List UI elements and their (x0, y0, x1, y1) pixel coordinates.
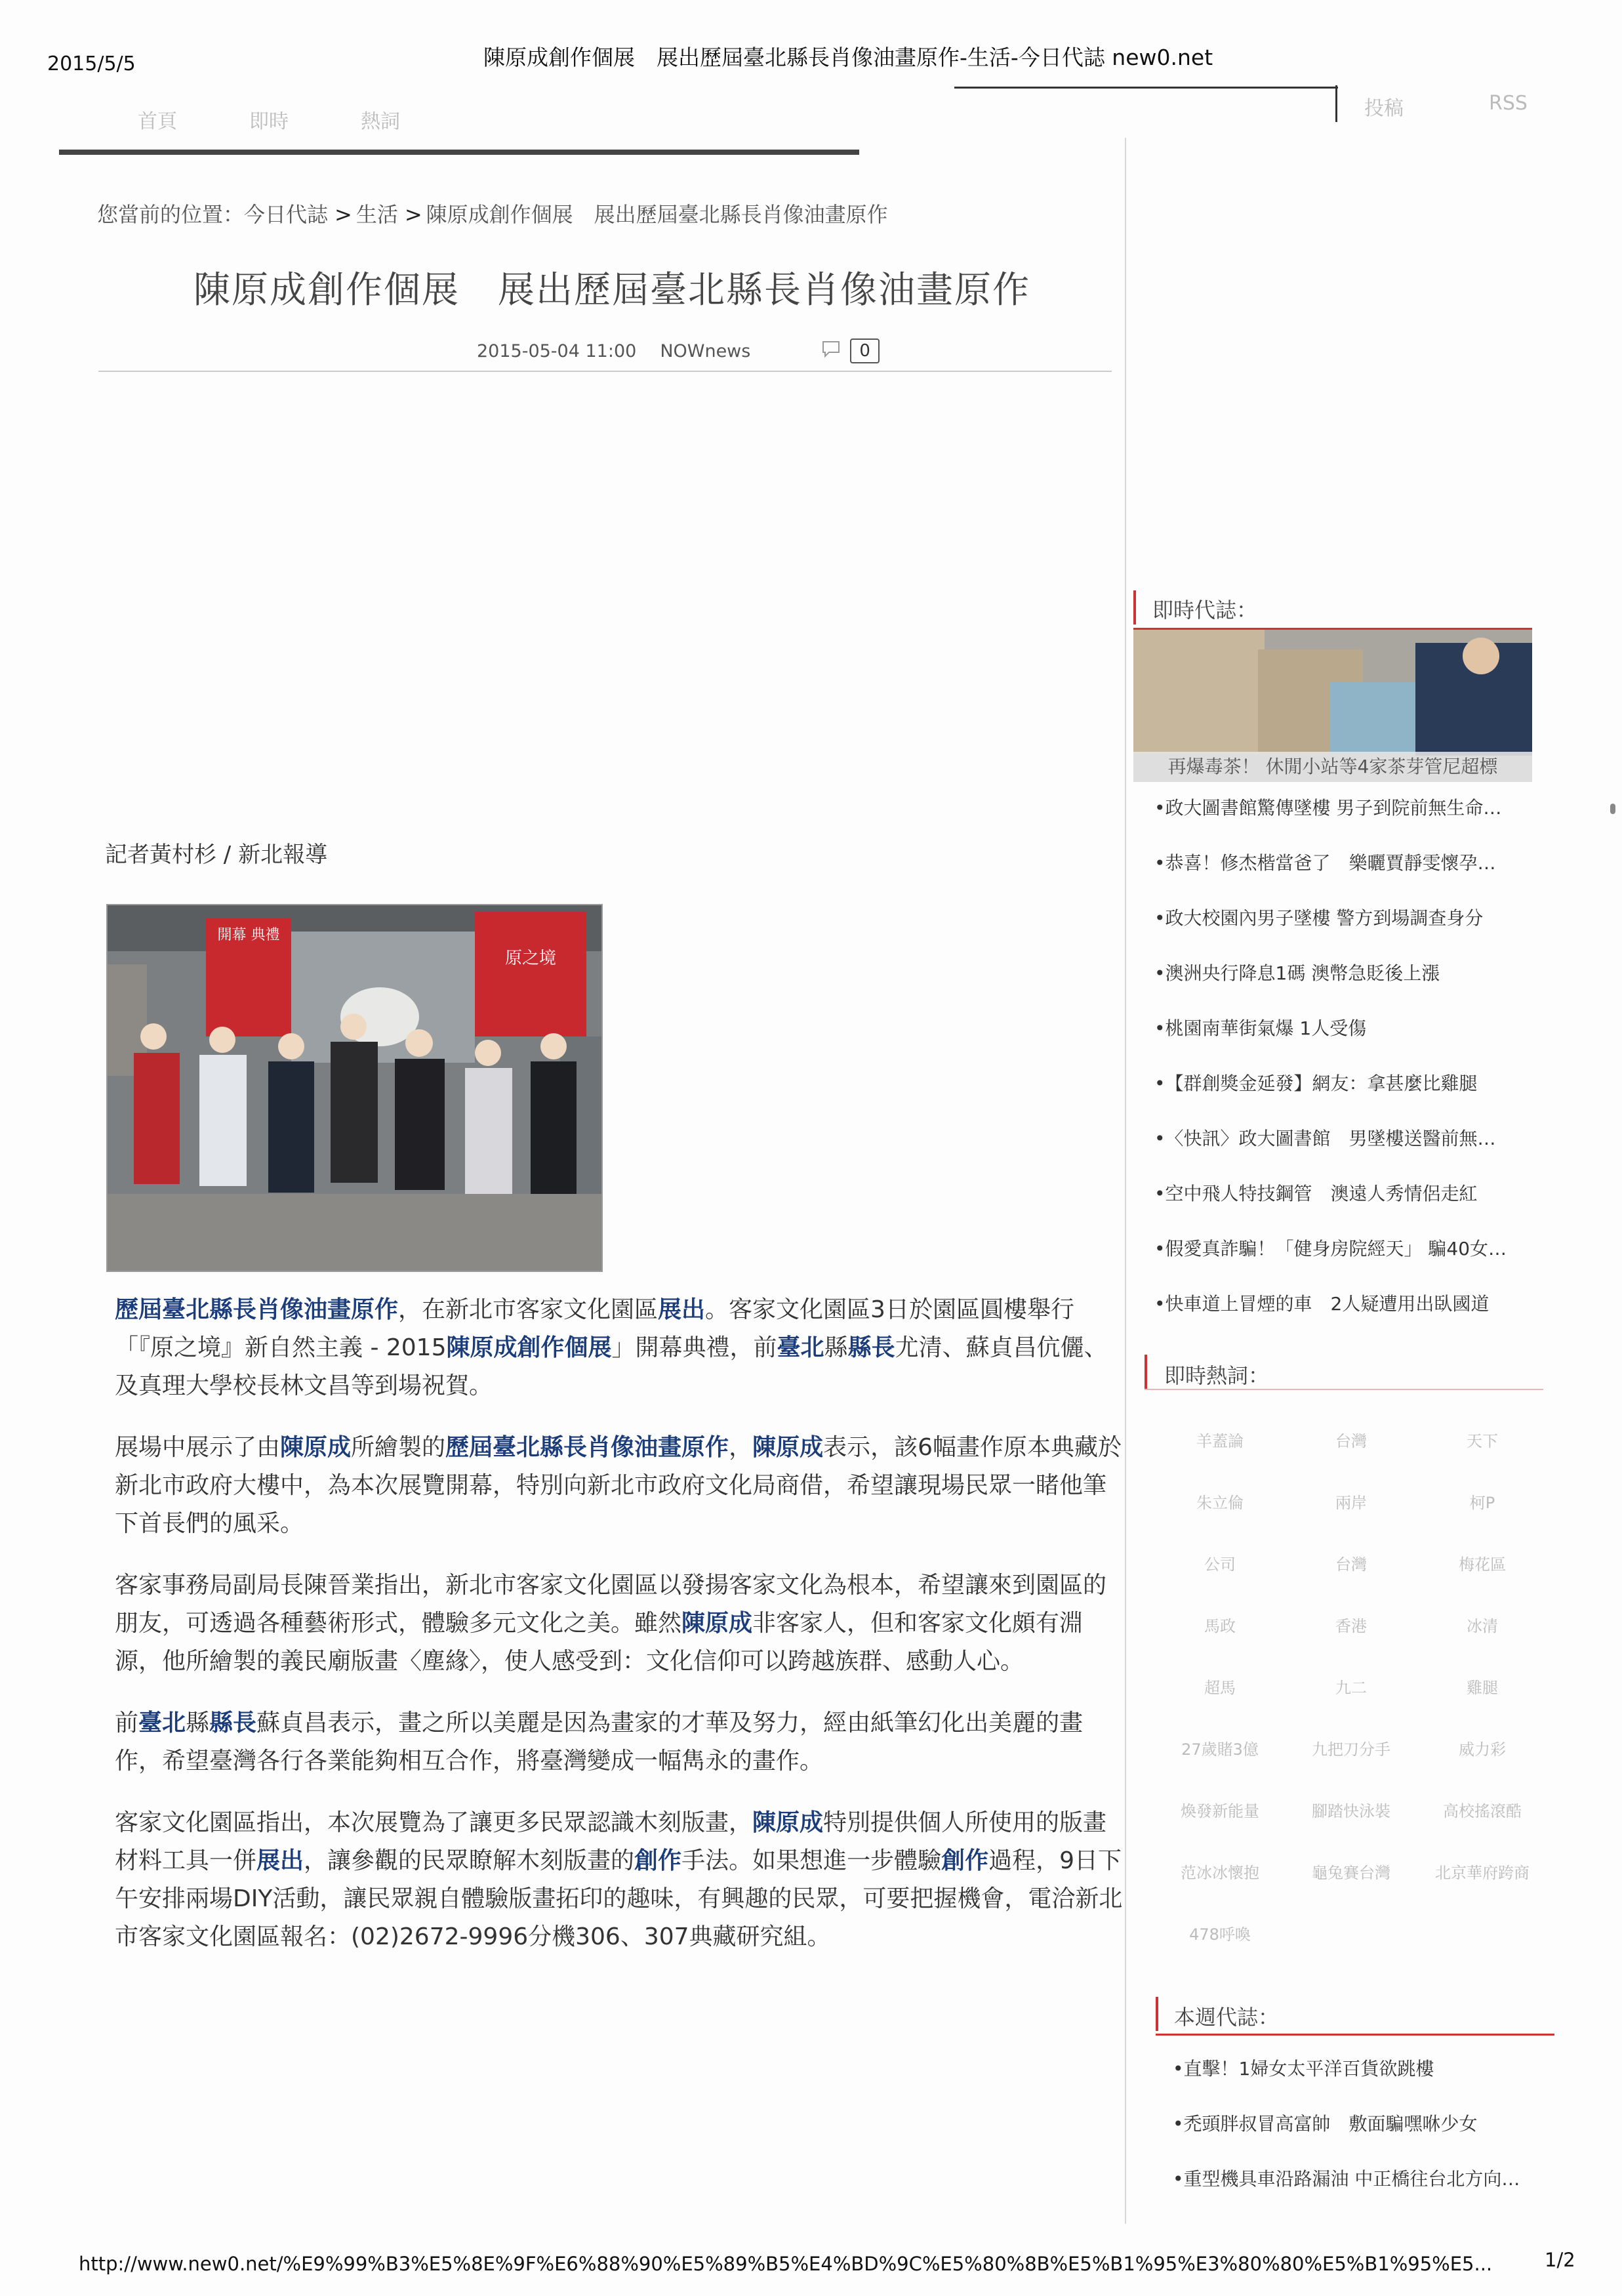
hot-word[interactable]: 冰清 (1467, 1617, 1498, 1635)
weekly-news-text[interactable]: 禿頭胖叔冒高富帥 敷面騙嘿咻少女 (1183, 2113, 1478, 2135)
weekly-news-list (1173, 2055, 1520, 2220)
hot-word[interactable]: 威力彩 (1459, 1740, 1506, 1759)
hot-word[interactable]: 羊蓋論 (1196, 1432, 1244, 1450)
article-text: 表示，該6幅畫作原本典藏於新北市政府大樓中，為本次展覽開幕，特別向新北市政府文化局商借，希望讓現場民眾一睹他筆下首長們的風采。 (115, 1434, 1122, 1537)
article-text: 蘇貞昌表示，畫之所以美麗是因為畫家的才華及努力，經由紙筆幻化出美麗的畫作，希望臺灣各行各業能夠相互合作，將臺灣變成一幅雋永的畫作。 (115, 1710, 1084, 1774)
hot-word[interactable]: 478呼喚 (1189, 1925, 1251, 1944)
keyword-link[interactable]: 陳原成 (752, 1809, 824, 1836)
weekly-section-rule (1156, 2034, 1554, 2036)
article-meta (477, 338, 880, 363)
article-paragraph (115, 1567, 1125, 1681)
hot-word[interactable]: 北京華府跨商 (1435, 1864, 1530, 1882)
breadcrumb-home[interactable]: 今日代誌 (244, 202, 329, 227)
hot-word[interactable]: 台灣 (1335, 1432, 1367, 1450)
hot-word[interactable]: 公司 (1204, 1555, 1236, 1574)
photo-banner-right: 原之境 (504, 949, 556, 968)
hot-word[interactable]: 台灣 (1335, 1555, 1367, 1574)
hot-words-grid (1154, 1424, 1548, 1952)
photo-banner-left: 開幕 典禮 (217, 927, 280, 943)
article-text: 非客家人，但和客家文化頗有淵源，他所繪製的義民廟版畫〈塵緣〉，使人感受到：文化信仰可以跨越族群、感動人心。 (115, 1610, 1084, 1675)
instant-news-text[interactable]: 恭喜！修杰楷當爸了 樂曬賈靜雯懷孕… (1165, 852, 1496, 874)
print-date: 2015/5/5 (47, 52, 136, 75)
article-text: 過程，9日下午安排兩場DIY活動，讓民眾親自體驗版畫拓印的趣味，有興趣的民眾，可要把握機會，電洽新北市客家文化園區報名：(02)2672-9996分機306、307典藏研究組。 (115, 1847, 1123, 1950)
instant-news-item[interactable]: •快車道上冒煙的車 2人疑遭用出臥國道 (1154, 1293, 1490, 1315)
side-links (1364, 92, 1528, 121)
instant-news-text[interactable]: 桃園南華街氣爆 1人受傷 (1165, 1017, 1367, 1039)
hot-word[interactable]: 超馬 (1204, 1679, 1236, 1697)
weekly-news-item[interactable]: •禿頭胖叔冒高富帥 敷面騙嘿咻少女 (1173, 2113, 1478, 2135)
instant-news-text[interactable]: 假愛真詐騙！「健身房院經天」 騙40女… (1165, 1238, 1507, 1260)
nav-item-home[interactable]: 首頁 (138, 110, 177, 133)
hot-word[interactable]: 馬政 (1204, 1617, 1236, 1635)
instant-news-text[interactable]: 〈快訊〉政大圖書館 男墜樓送醫前無… (1165, 1128, 1496, 1149)
hot-word[interactable]: 范冰冰懷抱 (1181, 1864, 1259, 1882)
article-text: 客家文化園區指出，本次展覽為了讓更多民眾認識木刻版畫， (115, 1809, 753, 1836)
weekly-section-title: 本週代誌： (1174, 2005, 1280, 2030)
hot-word[interactable]: 九把刀分手 (1312, 1740, 1390, 1759)
instant-news-item[interactable]: •【群創獎金延發】網友：拿甚麼比雞腿 (1154, 1073, 1478, 1094)
submit-link[interactable]: 投稿 (1364, 97, 1404, 120)
hot-word[interactable]: 高校搖滾酷 (1443, 1802, 1522, 1820)
rss-link[interactable]: RSS (1489, 92, 1528, 115)
hot-word[interactable]: 九二 (1335, 1679, 1367, 1697)
instant-news-text[interactable]: 【群創獎金延發】網友：拿甚麼比雞腿 (1165, 1073, 1478, 1094)
article-title: 陳原成創作個展 展出歷屆臺北縣長肖像油畫原作 (193, 269, 1030, 312)
column-divider (1125, 138, 1126, 2224)
hot-word[interactable]: 煥發新能量 (1181, 1802, 1259, 1820)
article-photo (106, 904, 603, 1272)
article-byline: 記者黃村杉 / 新北報導 (105, 842, 328, 868)
article-text: 前 (115, 1710, 139, 1736)
hot-word[interactable]: 梅花區 (1459, 1555, 1506, 1574)
keyword-link[interactable]: 陳原成 (681, 1610, 753, 1637)
instant-news-item[interactable]: •桃園南華街氣爆 1人受傷 (1154, 1017, 1367, 1039)
print-footer-url: http://www.new0.net/%E9%99%B3%E5%8E%9F%E6%88%90%E5%89%B5%E4%BD%9C%E5%80%8B%E5%B1%95%E3%80%80%E5%B1%95%E5... (79, 2253, 1493, 2275)
instant-section-bar (1133, 590, 1136, 625)
weekly-section-bar (1156, 1997, 1158, 2031)
breadcrumb-separator: > (335, 202, 352, 227)
instant-news-item[interactable]: •空中飛人特技鋼管 澳遠人秀情侶走紅 (1154, 1183, 1478, 1204)
article-paragraph (115, 1804, 1125, 1956)
article-text: ，讓參觀的民眾瞭解木刻版畫的 (304, 1847, 635, 1874)
title-divider (98, 371, 1112, 372)
breadcrumb-category[interactable]: 生活 (355, 202, 398, 227)
keyword-link[interactable]: 展出 (658, 1296, 706, 1323)
article-paragraph (115, 1291, 1125, 1405)
featured-news-caption[interactable]: 再爆毒茶！ 休閒小站等4家茶芽管尼超標 (1133, 752, 1532, 782)
article-text: 。客家文化園區3日於園區圓樓舉行「『原之境』新自然主義 - 2015 (115, 1296, 1074, 1361)
article-text: 所繪製的 (351, 1434, 446, 1461)
hot-word[interactable]: 27歲賭3億 (1181, 1740, 1259, 1759)
keyword-link[interactable]: 縣長 (847, 1334, 895, 1361)
instant-news-text[interactable]: 政大校園內男子墜樓 警方到場調查身分 (1165, 907, 1484, 929)
weekly-news-item[interactable]: •重型機具車沿路漏油 中正橋往台北方向… (1173, 2168, 1520, 2190)
hot-word[interactable]: 雞腿 (1467, 1679, 1498, 1697)
hot-words-section-bar (1145, 1355, 1147, 1389)
weekly-news-text[interactable]: 直擊！1婦女太平洋百貨欲跳樓 (1183, 2058, 1434, 2080)
hot-word[interactable]: 龜兔賽台灣 (1312, 1864, 1390, 1882)
weekly-news-item[interactable]: •直擊！1婦女太平洋百貨欲跳樓 (1173, 2058, 1434, 2080)
article-text: 手法。如果想進一步體驗 (681, 1847, 942, 1874)
nav-divider (59, 150, 859, 155)
article-text: ，在新北市客家文化園區 (398, 1296, 659, 1323)
hot-word[interactable]: 柯P (1469, 1494, 1495, 1512)
keyword-link[interactable]: 臺北 (777, 1334, 824, 1361)
keyword-link[interactable]: 歷屆臺北縣長肖像油畫原作 (115, 1296, 399, 1323)
article-body (115, 1291, 1125, 1980)
instant-news-item[interactable]: •假愛真詐騙！「健身房院經天」 騙40女… (1154, 1238, 1507, 1260)
keyword-link[interactable]: 陳原成 (752, 1434, 824, 1461)
keyword-link[interactable]: 陳原成 (280, 1434, 352, 1461)
instant-news-list (1154, 794, 1507, 1345)
hot-word[interactable]: 腳踏快泳裝 (1312, 1802, 1390, 1820)
article-paragraph (115, 1429, 1125, 1543)
featured-news-card[interactable] (1133, 630, 1532, 782)
nav-item-hot-words[interactable]: 熱詞 (361, 110, 400, 133)
keyword-link[interactable]: 陳原成創作個展 (446, 1334, 612, 1361)
keyword-link[interactable]: 縣長 (209, 1710, 257, 1736)
article-text: ， (729, 1434, 753, 1461)
article-text: 」開幕典禮，前 (611, 1334, 777, 1361)
keyword-link[interactable]: 歷屆臺北縣長肖像油畫原作 (445, 1434, 729, 1461)
main-nav (138, 105, 400, 134)
hot-words-section-title: 即時熱詞： (1164, 1363, 1270, 1388)
instant-news-item[interactable]: •政大圖書館驚傳墜樓 男子到院前無生命… (1154, 797, 1502, 819)
article-source: NOWnews (660, 340, 751, 361)
print-page-title: 陳原成創作個展 展出歷屆臺北縣長肖像油畫原作-生活-今日代誌 new0.net (483, 45, 1213, 70)
hot-word[interactable]: 兩岸 (1335, 1494, 1367, 1512)
scan-edge-mark (1610, 804, 1615, 814)
hot-word[interactable]: 香港 (1335, 1617, 1367, 1635)
article-text: 縣 (186, 1710, 210, 1736)
weekly-news-text[interactable]: 重型機具車沿路漏油 中正橋往台北方向… (1183, 2168, 1520, 2190)
comment-icon[interactable] (821, 340, 841, 363)
keyword-link[interactable]: 臺北 (138, 1710, 186, 1736)
article-text: 客家事務局副局長陳晉業指出，新北市客家文化園區以發揚客家文化為根本，希望讓來到園區的朋友，可透過各種藝術形式，體驗多元文化之美。雖然 (115, 1572, 1107, 1637)
comment-count[interactable]: 0 (850, 338, 880, 363)
keyword-link[interactable]: 創作 (941, 1847, 989, 1874)
instant-news-text[interactable]: 政大圖書館驚傳墜樓 男子到院前無生命… (1165, 797, 1502, 819)
breadcrumb-current: 陳原成創作個展 展出歷屆臺北縣長肖像油畫原作 (426, 202, 888, 227)
article-text: 縣 (824, 1334, 848, 1361)
breadcrumb-separator: > (404, 202, 422, 227)
instant-news-item[interactable]: •恭喜！修杰楷當爸了 樂曬賈靜雯懷孕… (1154, 852, 1496, 874)
keyword-link[interactable]: 創作 (634, 1847, 682, 1874)
breadcrumb (97, 198, 888, 228)
article-text: 尤清、蘇貞昌伉儷、及真理大學校長林文昌等到場祝賀。 (115, 1334, 1108, 1399)
hot-words-section-rule (1145, 1389, 1543, 1390)
article-paragraph (115, 1704, 1125, 1780)
instant-section-title: 即時代誌： (1152, 598, 1258, 623)
sidebar-top-divider-tick (1335, 85, 1337, 122)
article-text: 特別提供個人所使用的版畫材料工具一併 (115, 1809, 1107, 1874)
instant-news-item[interactable]: •政大校園內男子墜樓 警方到場調查身分 (1154, 907, 1484, 929)
sidebar-top-divider (954, 87, 1338, 89)
keyword-link[interactable]: 展出 (256, 1847, 304, 1874)
instant-news-text[interactable]: 空中飛人特技鋼管 澳遠人秀情侶走紅 (1165, 1183, 1478, 1204)
print-page-number: 1/2 (1545, 2249, 1575, 2271)
instant-news-item[interactable]: •澳洲央行降息1碼 澳幣急貶後上漲 (1154, 962, 1440, 984)
hot-word[interactable]: 朱立倫 (1196, 1494, 1244, 1512)
article-datetime: 2015-05-04 11:00 (477, 340, 637, 361)
hot-word[interactable]: 天下 (1467, 1432, 1498, 1450)
instant-news-text[interactable]: 澳洲央行降息1碼 澳幣急貶後上漲 (1165, 962, 1440, 984)
instant-news-text[interactable]: 快車道上冒煙的車 2人疑遭用出臥國道 (1165, 1293, 1490, 1315)
nav-item-instant[interactable]: 即時 (249, 110, 289, 133)
instant-news-item[interactable]: •〈快訊〉政大圖書館 男墜樓送醫前無… (1154, 1128, 1496, 1149)
breadcrumb-prefix: 您當前的位置： (97, 202, 245, 227)
article-text: 展場中展示了由 (115, 1434, 281, 1461)
